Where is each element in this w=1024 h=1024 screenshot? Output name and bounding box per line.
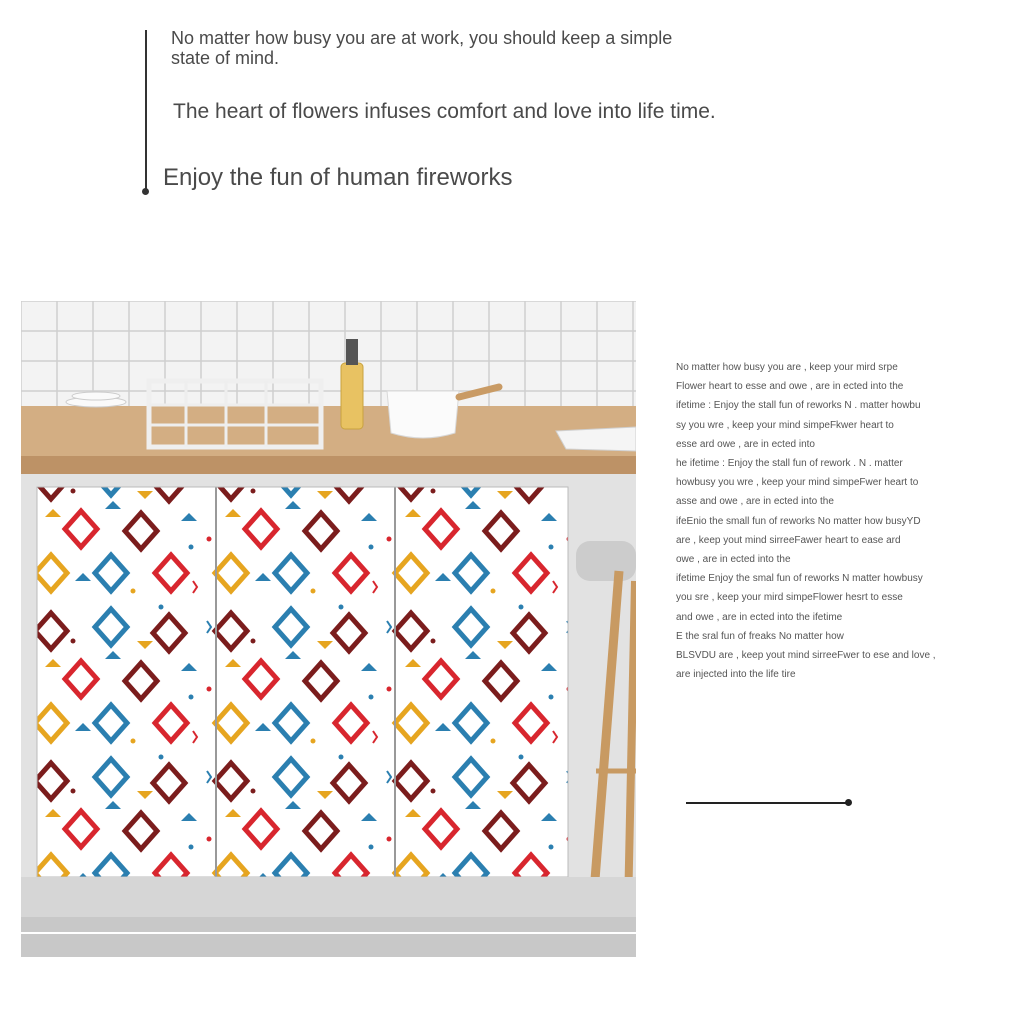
quote-rule-dot xyxy=(142,188,149,195)
paragraph-line: BLSVDU are , keep yout mind sirreeFwer to ese and love , xyxy=(676,650,936,662)
paragraph-line: are , keep yout mind sirreeFawer heart to ease ard xyxy=(676,534,901,546)
paragraph-line: ifetime Enjoy the smal fun of reworks N matter howbusy xyxy=(676,573,923,585)
paragraph-line: and owe , are in ected into the ifetime xyxy=(676,611,843,623)
paragraph-line: you sre , keep your mird simpeFlower hesrt to esse xyxy=(676,592,903,604)
paragraph-line: No matter how busy you are , keep your mird srpe xyxy=(676,362,898,373)
paragraph-line: ifeEnio the small fun of reworks No matter how busyYD xyxy=(676,515,921,527)
paragraph-line: howbusy you wre , keep your mind simpeFwer heart to xyxy=(676,477,919,489)
paragraph-line: asse and owe , are in ected into the xyxy=(676,496,834,508)
quote-line-1: No matter how busy you are at work, you should keep a simple state of mind. xyxy=(171,28,673,68)
paragraph-line: sy you wre , keep your mind simpeFkwer heart to xyxy=(676,419,894,431)
paragraph-line: ifetime : Enjoy the stall fun of reworks N . matter howbu xyxy=(676,400,921,412)
paragraph-line: he ifetime : Enjoy the stall fun of rework . N . matter xyxy=(676,458,903,470)
paragraph-line: Flower heart to esse and owe , are in ected into the xyxy=(676,381,904,393)
decorative-horizontal-rule xyxy=(686,802,848,804)
horizontal-rule-dot xyxy=(845,799,852,806)
quote-line-2: The heart of flowers infuses comfort and love into life time. xyxy=(173,100,716,123)
paragraph-line: owe , are in ected into the xyxy=(676,554,791,566)
description-paragraph xyxy=(676,358,996,684)
quote-line-3: Enjoy the fun of human fireworks xyxy=(163,164,513,191)
paragraph-line: E the sral fun of freaks No matter how xyxy=(676,630,844,642)
kitchen-cabinet-photo xyxy=(21,301,636,957)
quote-vertical-rule xyxy=(145,30,147,192)
paragraph-line: are injected into the life tire xyxy=(676,669,796,681)
paragraph-line: esse ard owe , are in ected into xyxy=(676,438,815,450)
